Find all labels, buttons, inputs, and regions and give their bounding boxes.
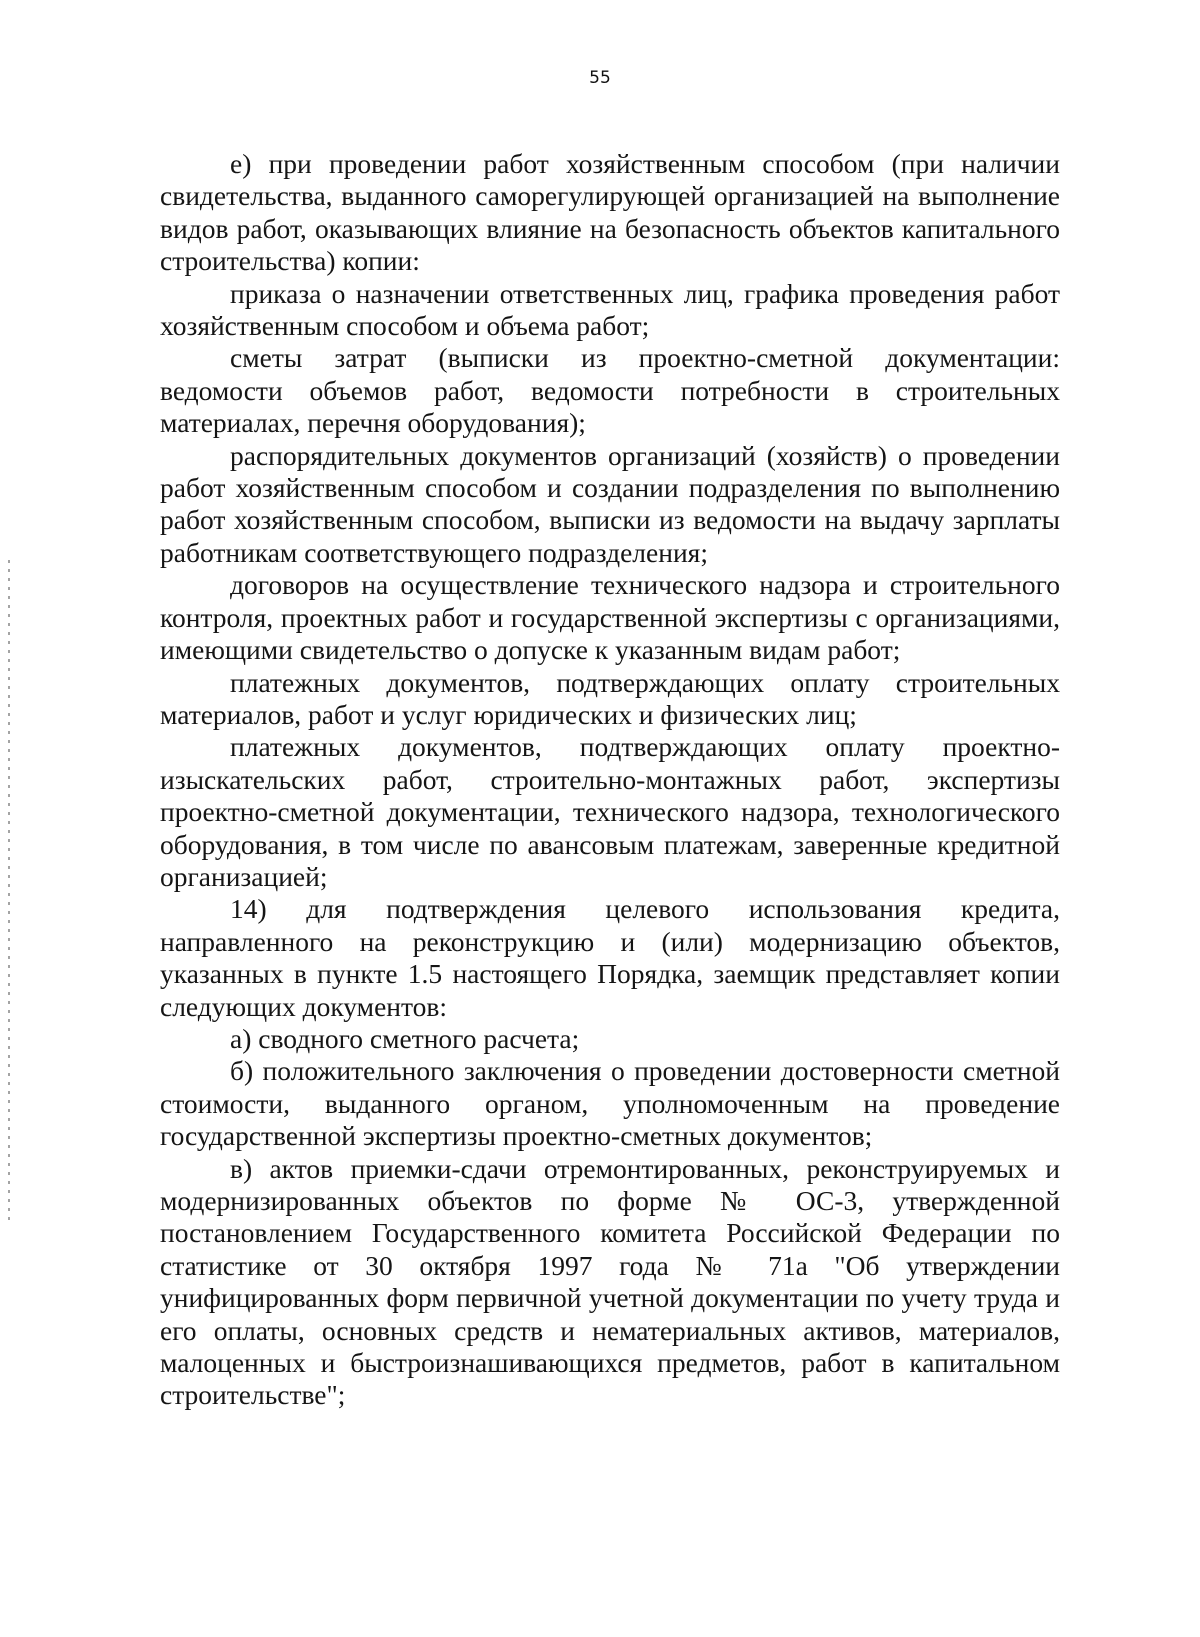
- paragraph-item-14: 14) для подтверждения целевого использования кредита, направленного на реконструкцию и (или) модернизацию объектов, указанных в пункте 1.5 настоящего Порядка, заемщик представляет копии следующих документов:: [160, 893, 1060, 1022]
- paragraph-item-v: в) актов приемки-сдачи отремонтированных, реконструируемых и модернизированных объектов по форме № ОС-3, утвержденной постановлением Государственного комитета Российской Федерации по статистике от 30 октября 1997 года № 71а "Об утверждении унифицированных форм первичной учетной документации по учету труда и его оплаты, основных средств и нематериальных активов, материалов, малоценных и быстроизнашивающихся предметов, работ в капитальном строительстве";: [160, 1152, 1060, 1411]
- page-number: 55: [589, 68, 611, 88]
- paragraph-contracts: договоров на осуществление технического надзора и строительного контроля, проектных работ и государственной экспертизы с организациями, имеющими свидетельство о допуске к указанным видам работ;: [160, 569, 1060, 666]
- paragraph-order: приказа о назначении ответственных лиц, графика проведения работ хозяйственным способом и объема работ;: [160, 277, 1060, 342]
- paragraph-payment-materials: платежных документов, подтверждающих оплату строительных материалов, работ и услуг юридических и физических лиц;: [160, 666, 1060, 730]
- paragraph-item-a: а) сводного сметного расчета;: [230, 1022, 580, 1054]
- paragraph-payment-design: платежных документов, подтверждающих оплату проектно-изыскательских работ, строительно-монтажных работ, экспертизы проектно-сметной документации, технического надзора, технологического оборудования, в том числе по авансовым платежам, заверенные кредитной организацией;: [160, 731, 1060, 892]
- paragraph-item-b: б) положительного заключения о проведении достоверности сметной стоимости, выданного органом, уполномоченным на проведение государственной экспертизы проектно-сметных документов;: [160, 1055, 1060, 1152]
- scan-edge-marks: [8, 560, 10, 1220]
- document-body: [160, 148, 1060, 1412]
- paragraph-cost-estimate: сметы затрат (выписки из проектно-сметной документации: ведомости объемов работ, ведомости потребности в строительных материалах, перечня оборудования);: [160, 342, 1060, 439]
- paragraph-administrative-docs: распорядительных документов организаций (хозяйств) о проведении работ хозяйственным способом и создании подразделения по выполнению работ хозяйственным способом, выписки из ведомости на выдачу зарплаты работникам соответствующего подразделения;: [160, 439, 1060, 568]
- paragraph-e-intro: е) при проведении работ хозяйственным способом (при наличии свидетельства, выданного саморегулирующей организацией на выполнение видов работ, оказывающих влияние на безопасность объектов капитального строительства) копии:: [160, 148, 1060, 277]
